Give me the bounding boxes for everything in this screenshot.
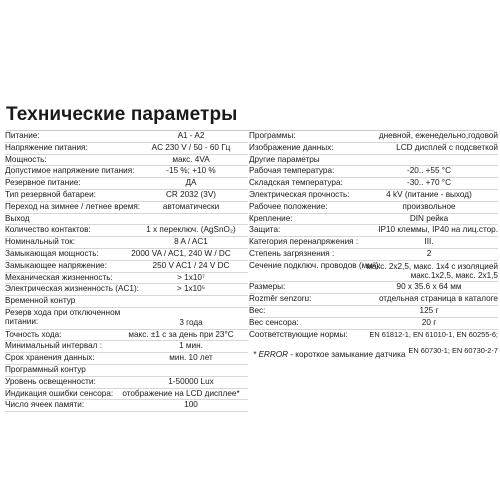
spec-row — [249, 249, 498, 261]
spec-value: отображение на LCD дисплее* — [122, 388, 240, 398]
spec-label: Складская температура: — [249, 178, 343, 188]
spec-value: автоматически — [162, 201, 220, 211]
spec-value: 20 г — [421, 317, 437, 327]
spec-label: Замыкающее напряжение: — [5, 260, 107, 270]
spec-value-line: EN 61812-1, EN 61010-1, EN 60255-6; — [369, 329, 498, 339]
spec-label: Защита: — [249, 225, 281, 235]
spec-row — [249, 225, 498, 237]
spec-row — [5, 143, 248, 155]
spec-label: Минимальный интервал : — [5, 341, 102, 351]
footnote-marker: * ERROR — [253, 350, 289, 359]
spec-row — [5, 330, 248, 342]
spec-row — [5, 131, 248, 143]
spec-value-line: макс. 2x2,5, макс. 1x4 с изоляцией — [366, 261, 498, 271]
footnote-text: - короткое замыкание датчика — [288, 350, 406, 359]
spec-row — [249, 143, 498, 155]
spec-label: Резервное питание: — [5, 178, 81, 188]
spec-value: 2000 VA / AC1, 240 W / DC — [131, 248, 231, 258]
spec-value-line: EN 60730-1; EN 60730-2-7 — [408, 345, 498, 355]
spec-label: Вес сенсора: — [249, 317, 299, 327]
spec-value: -15 %; +10 % — [166, 166, 216, 176]
spec-value-line: макс.1x2,5, макс. 2x1,5 — [410, 270, 498, 280]
spec-label: Рабочее положение: — [249, 201, 328, 211]
spec-row — [5, 249, 248, 261]
section-heading-program — [5, 365, 248, 377]
spec-label: Резерв хода при отключенном питании: — [5, 307, 121, 326]
page-title: Технические параметры — [6, 104, 238, 125]
spec-row — [5, 155, 248, 167]
spec-value: 4 kV (питание - выход) — [386, 189, 472, 199]
spec-value: мин. 10 лет — [169, 353, 213, 363]
spec-label: Соответствующие нормы: — [249, 329, 348, 339]
section-heading-other — [249, 155, 498, 167]
section-heading-output — [5, 214, 248, 226]
spec-label: Питание: — [5, 131, 40, 140]
spec-label: Точность хода: — [5, 329, 62, 339]
spec-label: Категория перенапряжения : — [249, 237, 359, 247]
spec-value: 1 мин. — [179, 341, 203, 351]
spec-row — [249, 282, 498, 294]
section-heading: Программный контур — [5, 364, 86, 374]
spec-value: дневной, еженедельно,годовой — [378, 131, 498, 140]
spec-value: IP10 клеммы, IP40 на лиц.стор. — [378, 225, 498, 235]
spec-label: Срок хранения данных: — [5, 353, 95, 363]
spec-row — [5, 400, 248, 412]
spec-row — [5, 178, 248, 190]
spec-row — [5, 190, 248, 202]
spec-value: LCD дисплей с подсветкой — [396, 142, 498, 152]
spec-row — [249, 306, 498, 318]
spec-value: > 1x10⁷ — [177, 272, 205, 282]
spec-label: Размеры: — [249, 282, 286, 292]
spec-label: Замыкающая мощность: — [5, 248, 99, 258]
spec-value: 3 года — [179, 317, 203, 327]
spec-value: AC 230 V / 50 - 60 Гц — [151, 142, 231, 152]
spec-row — [249, 214, 498, 226]
spec-label: Тип резервной батареи: — [5, 189, 96, 199]
spec-row — [5, 377, 248, 389]
right-spec-column — [249, 131, 498, 354]
spec-label: Напряжение питания: — [5, 142, 88, 152]
spec-value: ДА — [185, 178, 197, 188]
spec-row — [249, 237, 498, 249]
spec-label: Номинальный ток: — [5, 237, 76, 247]
spec-row — [5, 308, 248, 330]
spec-row — [5, 237, 248, 249]
footnote — [253, 350, 405, 359]
spec-row — [5, 341, 248, 353]
spec-label: Степень загрязнения : — [249, 248, 335, 258]
spec-label: Рабочая температура: — [249, 166, 335, 176]
spec-value: произвольное — [402, 201, 456, 211]
spec-value: > 1x10⁵ — [176, 284, 206, 294]
spec-value: 2 — [426, 248, 432, 258]
spec-value: макс. ±1 с за день при 23°C — [128, 329, 234, 339]
spec-value: DIN рейка — [409, 213, 449, 223]
spec-value: -20.. +55 °C — [406, 166, 451, 176]
spec-label: Уровень освещенности: — [5, 376, 96, 386]
spec-label: Мощность: — [5, 154, 47, 164]
spec-value: 125 г — [419, 305, 439, 315]
spec-row — [249, 178, 498, 190]
spec-row — [249, 294, 498, 306]
spec-value — [353, 262, 498, 280]
spec-value: CR 2032 (3V) — [165, 189, 217, 199]
spec-label: Число ячеек памяти: — [5, 400, 85, 410]
section-heading: Временной контур — [5, 296, 76, 306]
spec-value: отдельная страница в каталоге — [378, 294, 498, 304]
spec-row — [249, 190, 498, 202]
spec-label: Программы: — [249, 131, 296, 140]
spec-row — [5, 202, 248, 214]
spec-label: Крепление: — [249, 213, 293, 223]
spec-row — [5, 273, 248, 285]
spec-label: Электрическая прочность: — [249, 189, 350, 199]
spec-row — [5, 353, 248, 365]
spec-label: Допустимое напряжение питания: — [5, 166, 135, 176]
spec-row — [249, 166, 498, 178]
spec-row — [249, 261, 498, 283]
spec-label: Изображение данных: — [249, 142, 334, 152]
spec-label: Количество контактов: — [5, 225, 91, 235]
spec-value: 1 x переключ. (AgSnO₂) — [146, 225, 236, 235]
spec-label: Переход на зимнее / летнее время: — [5, 201, 141, 211]
spec-row — [5, 261, 248, 273]
spec-value: 1-50000 Lux — [168, 376, 214, 386]
spec-value: 250 V AC1 / 24 V DC — [152, 260, 230, 270]
spec-row — [5, 225, 248, 237]
spec-row — [5, 389, 248, 401]
spec-value: A1 - A2 — [177, 131, 205, 140]
spec-value: 100 — [184, 400, 198, 410]
spec-value: 90 x 35.6 x 64 мм — [396, 282, 462, 292]
spec-row — [249, 318, 498, 330]
spec-row — [249, 131, 498, 143]
section-heading: Другие параметры — [249, 154, 320, 164]
spec-value: III. — [424, 237, 434, 247]
section-heading-time — [5, 296, 248, 308]
spec-label: Индикация ошибки сенсора: — [5, 388, 114, 398]
spec-label: Сечение подключ. проводов (мм²): — [249, 260, 381, 270]
spec-label: Электрическая жизненность (AC1): — [5, 284, 139, 294]
section-heading: Выход — [5, 213, 30, 223]
spec-label: Механическая жизненность: — [5, 272, 113, 282]
spec-value: -30.. +70 °C — [406, 178, 451, 188]
spec-label: Вес: — [249, 305, 266, 315]
spec-value: 8 A / AC1 — [174, 237, 208, 247]
spec-label: Rozměr senzoru: — [249, 294, 312, 304]
left-spec-column — [5, 131, 248, 412]
spec-value: макс. 4VA — [172, 154, 210, 164]
spec-row — [5, 166, 248, 178]
spec-row — [249, 202, 498, 214]
spec-row — [5, 284, 248, 296]
